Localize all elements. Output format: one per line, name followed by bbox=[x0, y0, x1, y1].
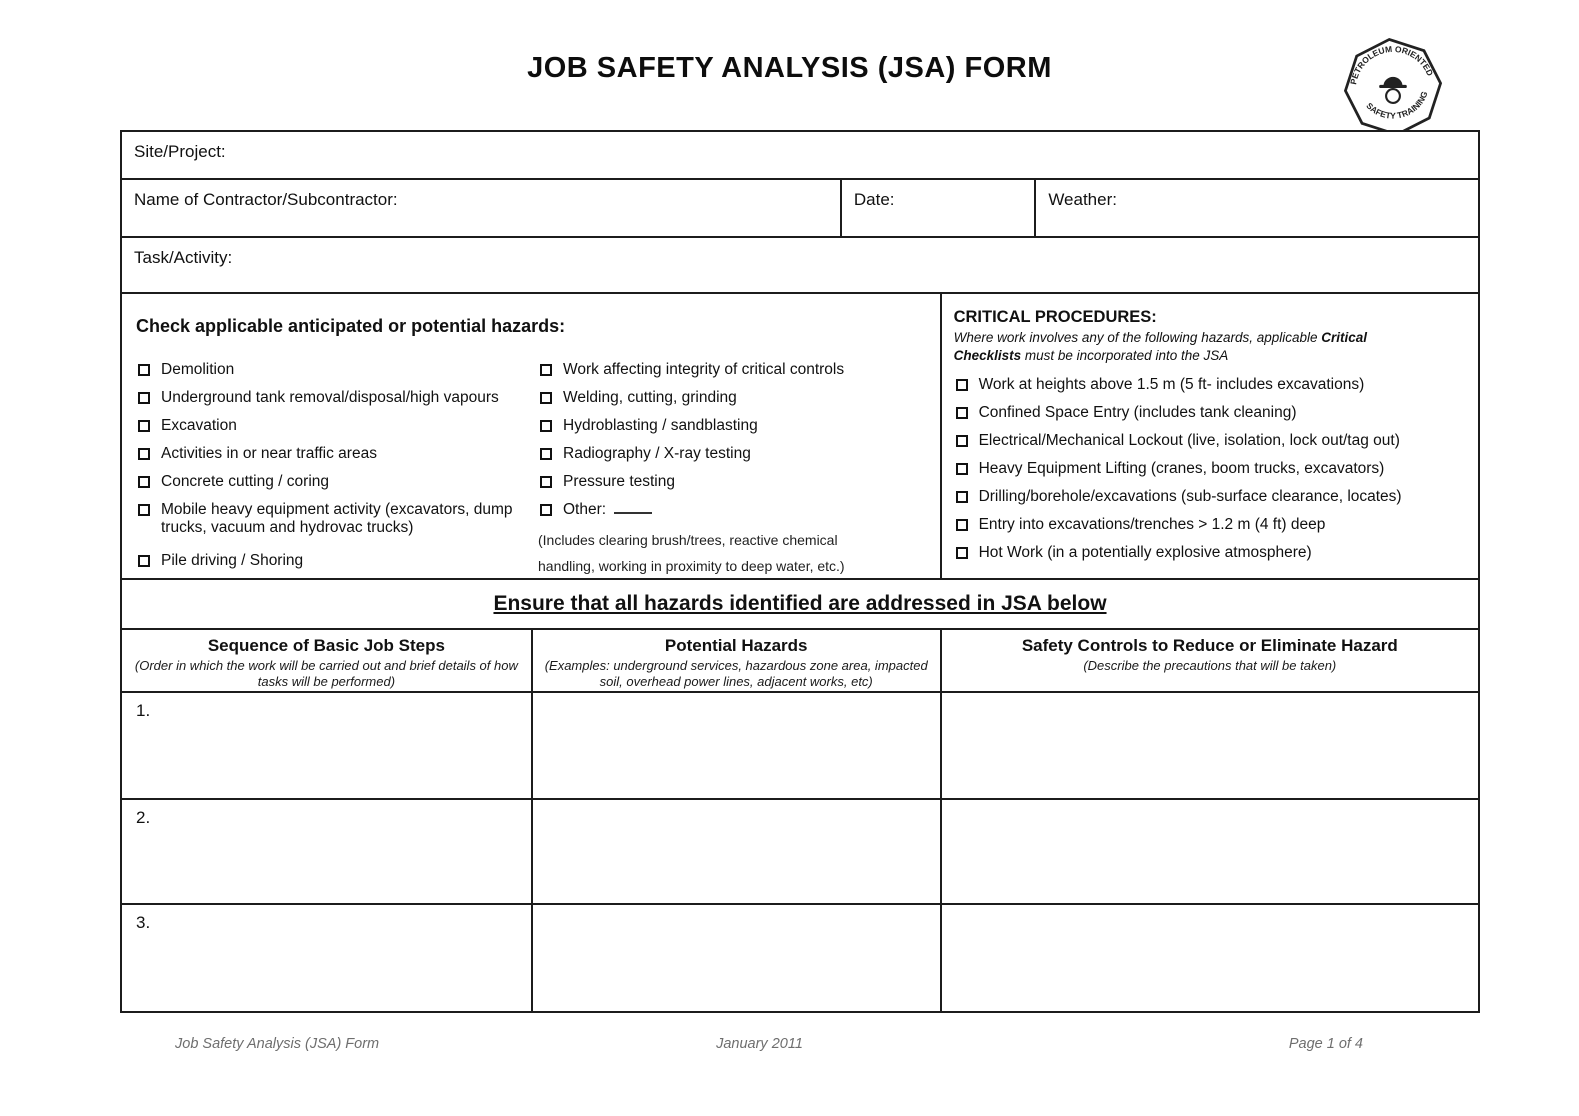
other-fill-line[interactable] bbox=[614, 501, 652, 514]
hazard-item bbox=[136, 389, 538, 408]
critical-item bbox=[954, 516, 1468, 535]
hazard-item bbox=[538, 417, 928, 436]
header-safety-controls bbox=[940, 630, 1478, 691]
hazard-item bbox=[538, 445, 928, 464]
header-job-steps bbox=[122, 630, 531, 691]
hazards-header: Check applicable anticipated or potential hazards: bbox=[136, 316, 566, 336]
row-number: 2. bbox=[136, 808, 151, 827]
hazard-checkbox[interactable] bbox=[540, 420, 552, 432]
hazard-item bbox=[136, 445, 538, 464]
critical-items-list bbox=[954, 376, 1468, 562]
header-safety-controls-subtitle: (Describe the precautions that will be taken) bbox=[1083, 657, 1337, 673]
hazard-checkbox[interactable] bbox=[540, 476, 552, 488]
jsa-table-header-row bbox=[122, 630, 1478, 693]
critical-procedures-intro bbox=[954, 329, 1434, 364]
hazard-label: Underground tank removal/disposal/high vapours bbox=[161, 388, 499, 406]
hazard-label: Concrete cutting / coring bbox=[161, 472, 330, 490]
hazard-label: Radiography / X-ray testing bbox=[563, 444, 751, 462]
job-step-cell[interactable] bbox=[122, 693, 531, 798]
header-job-steps-subtitle: (Order in which the work will be carried out and brief details of how tasks will be performed) bbox=[134, 657, 518, 689]
hazard-label: Hydroblasting / sandblasting bbox=[563, 416, 758, 434]
site-project-row bbox=[122, 132, 1478, 180]
critical-checkbox[interactable] bbox=[956, 379, 968, 391]
hardhat-worker-icon bbox=[1379, 77, 1407, 103]
petroleum-safety-training-logo bbox=[1340, 34, 1446, 140]
table-row bbox=[122, 693, 1478, 800]
critical-checkbox[interactable] bbox=[956, 519, 968, 531]
hazards-section-row bbox=[122, 294, 1478, 580]
critical-item bbox=[954, 460, 1468, 479]
critical-label: Electrical/Mechanical Lockout (live, isolation, lock out/tag out) bbox=[978, 431, 1400, 449]
hazards-banner-text: Ensure that all hazards identified are addressed in JSA below bbox=[493, 592, 1107, 615]
hazard-item bbox=[538, 473, 928, 492]
table-row bbox=[122, 905, 1478, 1011]
critical-checkbox[interactable] bbox=[956, 435, 968, 447]
header-job-steps-title: Sequence of Basic Job Steps bbox=[207, 636, 445, 655]
hazard-checkbox[interactable] bbox=[138, 392, 150, 404]
task-activity-row bbox=[122, 238, 1478, 294]
hazard-label: Demolition bbox=[161, 361, 235, 378]
critical-label: Hot Work (in a potentially explosive atmosphere) bbox=[978, 543, 1312, 561]
page-title: JOB SAFETY ANALYSIS (JSA) FORM bbox=[527, 52, 1052, 84]
critical-intro-post: must be incorporated into the JSA bbox=[1021, 347, 1229, 363]
hazard-label: Mobile heavy equipment activity (excavators, dump trucks, vacuum and hydrovac trucks) bbox=[161, 500, 513, 537]
critical-label: Drilling/borehole/excavations (sub-surface clearance, locates) bbox=[978, 487, 1402, 505]
hazard-label: Activities in or near traffic areas bbox=[161, 444, 377, 462]
header-potential-hazards-subtitle: (Examples: underground services, hazardous zone area, impacted soil, overhead power lines, adjacent works, etc) bbox=[544, 657, 928, 689]
date-field[interactable] bbox=[895, 180, 1035, 236]
critical-intro-bold: Critical Checklists bbox=[953, 330, 1368, 363]
row-number: 3. bbox=[136, 913, 151, 932]
weather-field[interactable] bbox=[1117, 180, 1478, 236]
hazards-note: (Includes clearing brush/trees, reactive chemical handling, working in proximity to deep water, etc.) bbox=[538, 532, 845, 575]
task-activity-field[interactable] bbox=[232, 238, 1478, 292]
critical-item bbox=[954, 488, 1468, 507]
hazard-checkbox[interactable] bbox=[540, 364, 552, 376]
critical-label: Heavy Equipment Lifting (cranes, boom trucks, excavators) bbox=[978, 459, 1385, 477]
potential-hazards-cell[interactable] bbox=[531, 800, 940, 903]
task-activity-label: Task/Activity: bbox=[134, 248, 233, 267]
table-row bbox=[122, 800, 1478, 905]
contractor-row bbox=[122, 180, 1478, 238]
critical-checkbox[interactable] bbox=[956, 407, 968, 419]
job-step-cell[interactable] bbox=[122, 905, 531, 1011]
potential-hazards-cell[interactable] bbox=[531, 693, 940, 798]
site-project-field[interactable] bbox=[226, 132, 1478, 178]
hazard-checkbox[interactable] bbox=[138, 476, 150, 488]
footer-page-number: Page 1 of 4 bbox=[1288, 1036, 1363, 1052]
jsa-form-table bbox=[120, 130, 1480, 1013]
header-potential-hazards bbox=[531, 630, 940, 691]
hazard-checkbox[interactable] bbox=[540, 448, 552, 460]
critical-intro-pre: Where work involves any of the following hazards, applicable bbox=[953, 330, 1322, 345]
hazard-item bbox=[136, 361, 538, 380]
hazard-checkbox[interactable] bbox=[138, 448, 150, 460]
logo-arc-bottom-text: SAFETY TRAINING bbox=[1364, 89, 1430, 121]
hazard-label: Pressure testing bbox=[563, 472, 675, 490]
hazard-item bbox=[136, 473, 538, 492]
hazard-checkbox[interactable] bbox=[138, 555, 150, 567]
safety-controls-cell[interactable] bbox=[940, 800, 1478, 903]
safety-controls-cell[interactable] bbox=[940, 905, 1478, 1011]
hazard-checkbox[interactable] bbox=[540, 504, 552, 516]
hazards-column-1 bbox=[136, 361, 538, 580]
hazard-item bbox=[136, 501, 538, 539]
critical-checkbox[interactable] bbox=[956, 547, 968, 559]
critical-procedures-panel bbox=[940, 294, 1478, 578]
safety-controls-cell[interactable] bbox=[940, 693, 1478, 798]
svg-text:SAFETY TRAINING bbox=[1364, 89, 1429, 120]
hazard-item bbox=[538, 389, 928, 408]
hazard-label: Excavation bbox=[161, 416, 237, 434]
footer-date: January 2011 bbox=[716, 1036, 803, 1052]
critical-checkbox[interactable] bbox=[956, 463, 968, 475]
critical-item bbox=[954, 544, 1468, 563]
footer-document-name: Job Safety Analysis (JSA) Form bbox=[175, 1036, 380, 1052]
critical-item bbox=[954, 376, 1468, 395]
hazards-banner-row bbox=[122, 580, 1478, 630]
hazard-item-other bbox=[538, 501, 928, 520]
hazard-label: Other: bbox=[563, 500, 607, 518]
critical-item bbox=[954, 404, 1468, 423]
weather-label: Weather: bbox=[1048, 190, 1117, 209]
weather-cell bbox=[1034, 180, 1478, 236]
critical-item bbox=[954, 432, 1468, 451]
header-potential-hazards-title: Potential Hazards bbox=[664, 636, 808, 655]
hazard-item bbox=[136, 552, 538, 571]
hazard-label: Work affecting integrity of critical controls bbox=[563, 361, 845, 378]
critical-label: Work at heights above 1.5 m (5 ft- includes excavations) bbox=[978, 376, 1365, 394]
contractor-field[interactable] bbox=[398, 180, 840, 236]
hazard-checkbox[interactable] bbox=[138, 420, 150, 432]
critical-label: Entry into excavations/trenches > 1.2 m (4 ft) deep bbox=[978, 515, 1326, 533]
hazard-label: Welding, cutting, grinding bbox=[563, 388, 737, 406]
hazard-item bbox=[538, 361, 928, 380]
critical-label: Confined Space Entry (includes tank cleaning) bbox=[978, 404, 1297, 421]
logo-arc-top-text: PETROLEUM ORIENTED bbox=[1348, 43, 1436, 86]
job-step-cell[interactable] bbox=[122, 800, 531, 903]
critical-checkbox[interactable] bbox=[956, 491, 968, 503]
row-number: 1. bbox=[136, 701, 151, 720]
site-project-label: Site/Project: bbox=[134, 142, 226, 161]
header-safety-controls-title: Safety Controls to Reduce or Eliminate Hazard bbox=[1021, 636, 1398, 655]
contractor-cell bbox=[122, 180, 840, 236]
date-label: Date: bbox=[853, 190, 895, 209]
hazard-checkbox[interactable] bbox=[138, 364, 150, 376]
hazards-checklist-panel bbox=[122, 294, 940, 578]
hazard-label: Pile driving / Shoring bbox=[161, 552, 304, 570]
hazards-column-2 bbox=[538, 361, 928, 580]
hazard-checkbox[interactable] bbox=[138, 504, 150, 516]
potential-hazards-cell[interactable] bbox=[531, 905, 940, 1011]
hazard-checkbox[interactable] bbox=[540, 392, 552, 404]
contractor-label: Name of Contractor/Subcontractor: bbox=[134, 190, 398, 209]
date-cell bbox=[840, 180, 1034, 236]
critical-procedures-header: CRITICAL PROCEDURES: bbox=[953, 308, 1157, 326]
hazard-item bbox=[136, 417, 538, 436]
